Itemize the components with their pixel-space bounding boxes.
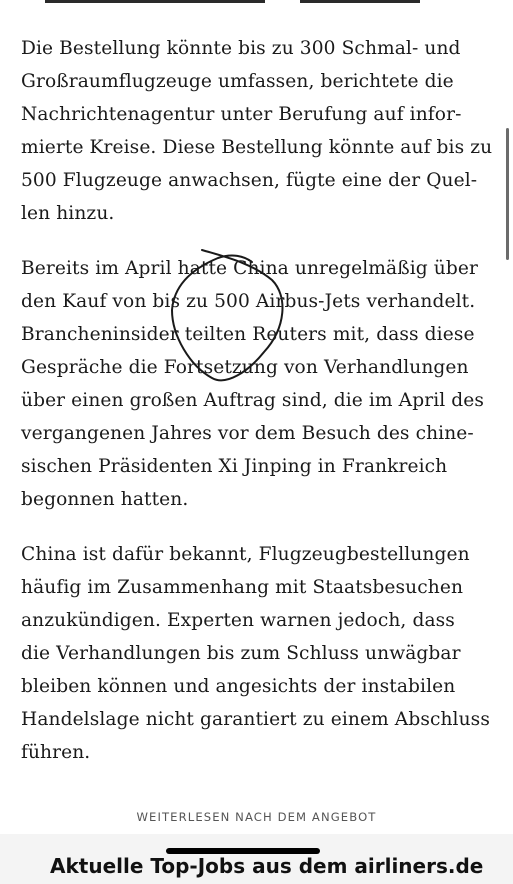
paragraph-line: Großraumflugzeuge umfassen, berichtete die [21,71,454,92]
scrollbar[interactable] [506,128,509,260]
article-paragraph [21,32,499,230]
promo-title[interactable]: Aktuelle Top-Jobs aus dem airliners.de [50,854,484,878]
paragraph-line: len hinzu. [21,203,115,224]
paragraph-line: Brancheninsider teilten Reuters mit, dass diese [21,324,475,345]
paragraph-line: den Kauf von bis zu 500 Airbus-Jets verhandelt. [21,291,476,312]
paragraph-line: China ist dafür bekannt, Flugzeugbestellungen [21,544,470,565]
paragraph-line: sischen Präsidenten Xi Jinping in Frankreich [21,456,448,477]
paragraph-line: Bereits im April hatte China unregelmäßig über [21,258,478,279]
annotation-stroke [172,250,282,380]
ad-separator-label: WEITERLESEN NACH DEM ANGEBOT [136,810,377,824]
article-body [21,32,499,769]
top-image-edge [0,0,513,3]
paragraph-line: Die Bestellung könnte bis zu 300 Schmal- und [21,38,461,59]
paragraph-line: begonnen hatten. [21,489,189,510]
paragraph-line: über einen großen Auftrag sind, die im April des [21,390,485,411]
paragraph-line: häufig im Zusammenhang mit Staatsbesuchen [21,577,464,598]
article-paragraph [21,538,499,769]
paragraph-line: führen. [21,742,91,763]
paragraph-line: anzukündigen. Experten warnen jedoch, dass [21,610,455,631]
home-indicator[interactable] [166,848,320,854]
top-image-edge-segment [300,0,420,3]
paragraph-line: die Verhandlungen bis zum Schluss unwägbar [21,643,461,664]
hand-drawn-circle-annotation [160,240,300,390]
paragraph-line: Gespräche die Fortsetzung von Verhandlungen [21,357,469,378]
paragraph-line: 500 Flugzeuge anwachsen, fügte eine der Quel- [21,170,478,191]
top-image-edge-segment [45,0,265,3]
paragraph-line: vergangenen Jahres vor dem Besuch des chine- [21,423,474,444]
paragraph-line: bleiben können und angesichts der instabilen [21,676,456,697]
promo-banner[interactable] [0,834,513,884]
paragraph-line: Handelslage nicht garantiert zu einem Abschluss [21,709,490,730]
paragraph-line: mierte Kreise. Diese Bestellung könnte auf bis zu [21,137,493,158]
paragraph-line: Nachrichtenagentur unter Berufung auf infor- [21,104,462,125]
